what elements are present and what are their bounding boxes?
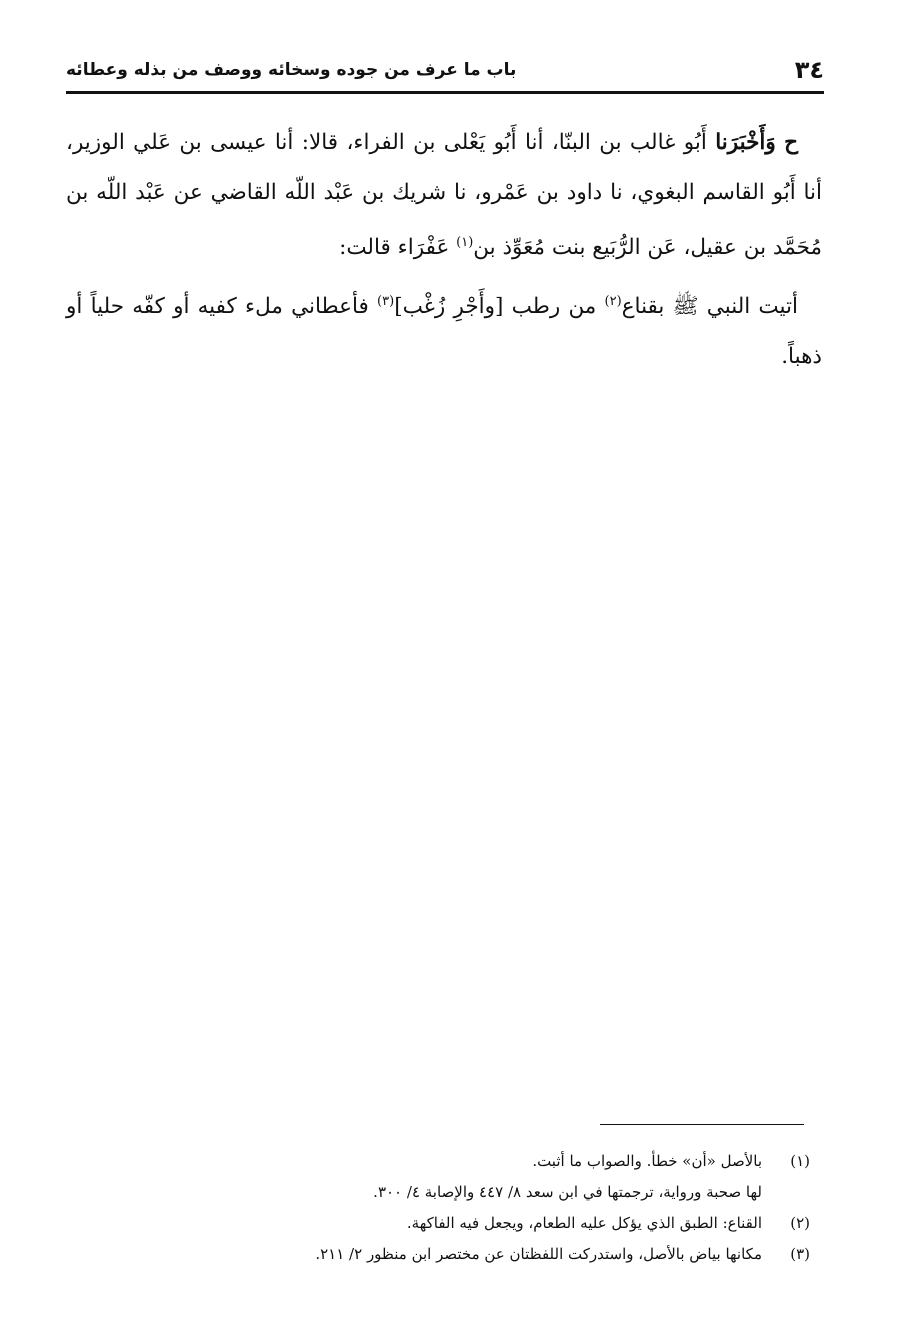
matn-paragraph bbox=[66, 277, 822, 382]
footnote-item bbox=[190, 1146, 810, 1177]
footnote-number: (١) bbox=[790, 1152, 810, 1170]
isnad-paragraph bbox=[66, 118, 822, 273]
isnad-text: أَبُو غالب بن البنّا، أنا أَبُو يَعْلى بن الفراء، قالا: أنا عيسى بن عَلي الوزير، أنا أَبُو القاسم البغوي، نا داود بن عَمْرو، نا شريك بن عَبْد اللّه القاضي عن عَبْد اللّه بن مُحَمَّد بن عقيل، عَن الرُّبَيع بنت مُعَوِّذ بن bbox=[66, 130, 822, 261]
footnote-number: (٣) bbox=[790, 1245, 810, 1263]
header-rule bbox=[66, 91, 824, 94]
footnote-text: القناع: الطبق الذي يؤكل عليه الطعام، ويجعل فيه الفاكهة. bbox=[406, 1214, 762, 1232]
footnote-ref-3: (٣) bbox=[377, 294, 395, 310]
footnote-ref-2: (٢) bbox=[604, 294, 622, 310]
running-title: باب ما عرف من جوده وسخائه ووصف من بذله وعطائه bbox=[66, 60, 517, 80]
tahwil-mark: ح bbox=[784, 130, 798, 155]
main-text bbox=[66, 118, 822, 382]
page-number: ٣٤ bbox=[794, 56, 824, 84]
footnote-separator bbox=[600, 1124, 804, 1125]
footnote-ref-1: (١) bbox=[456, 235, 474, 250]
footnote-item bbox=[190, 1208, 810, 1239]
isnad-lead: وَأَخْبَرَنا bbox=[715, 130, 776, 155]
footnotes bbox=[190, 1146, 810, 1270]
matn-mid: من رطب [وأَجْرِ زُغْب] bbox=[394, 294, 605, 320]
footnote-continuation: لها صحبة ورواية، ترجمتها في ابن سعد ٨/ ٤٤٧ والإصابة ٤/ ٣٠٠. bbox=[373, 1183, 762, 1201]
footnote-number: (٢) bbox=[790, 1214, 810, 1232]
footnote-item bbox=[190, 1239, 810, 1270]
footnote-text: بالأصل «أن» خطأ. والصواب ما أثبت. bbox=[532, 1152, 762, 1170]
matn-end: فأعطاني ملء كفيه أو كفّه حلياً أو ذهباً. bbox=[66, 294, 822, 370]
matn-start: أتيت النبي ﷺ بقناع bbox=[621, 294, 798, 320]
page-header bbox=[66, 52, 824, 94]
footnote-text: مكانها بياض بالأصل، واستدركت اللفظتان عن مختصر ابن منظور ٢/ ٢١١. bbox=[315, 1245, 762, 1263]
isnad-end: عَفْرَاء قالت: bbox=[339, 235, 457, 261]
